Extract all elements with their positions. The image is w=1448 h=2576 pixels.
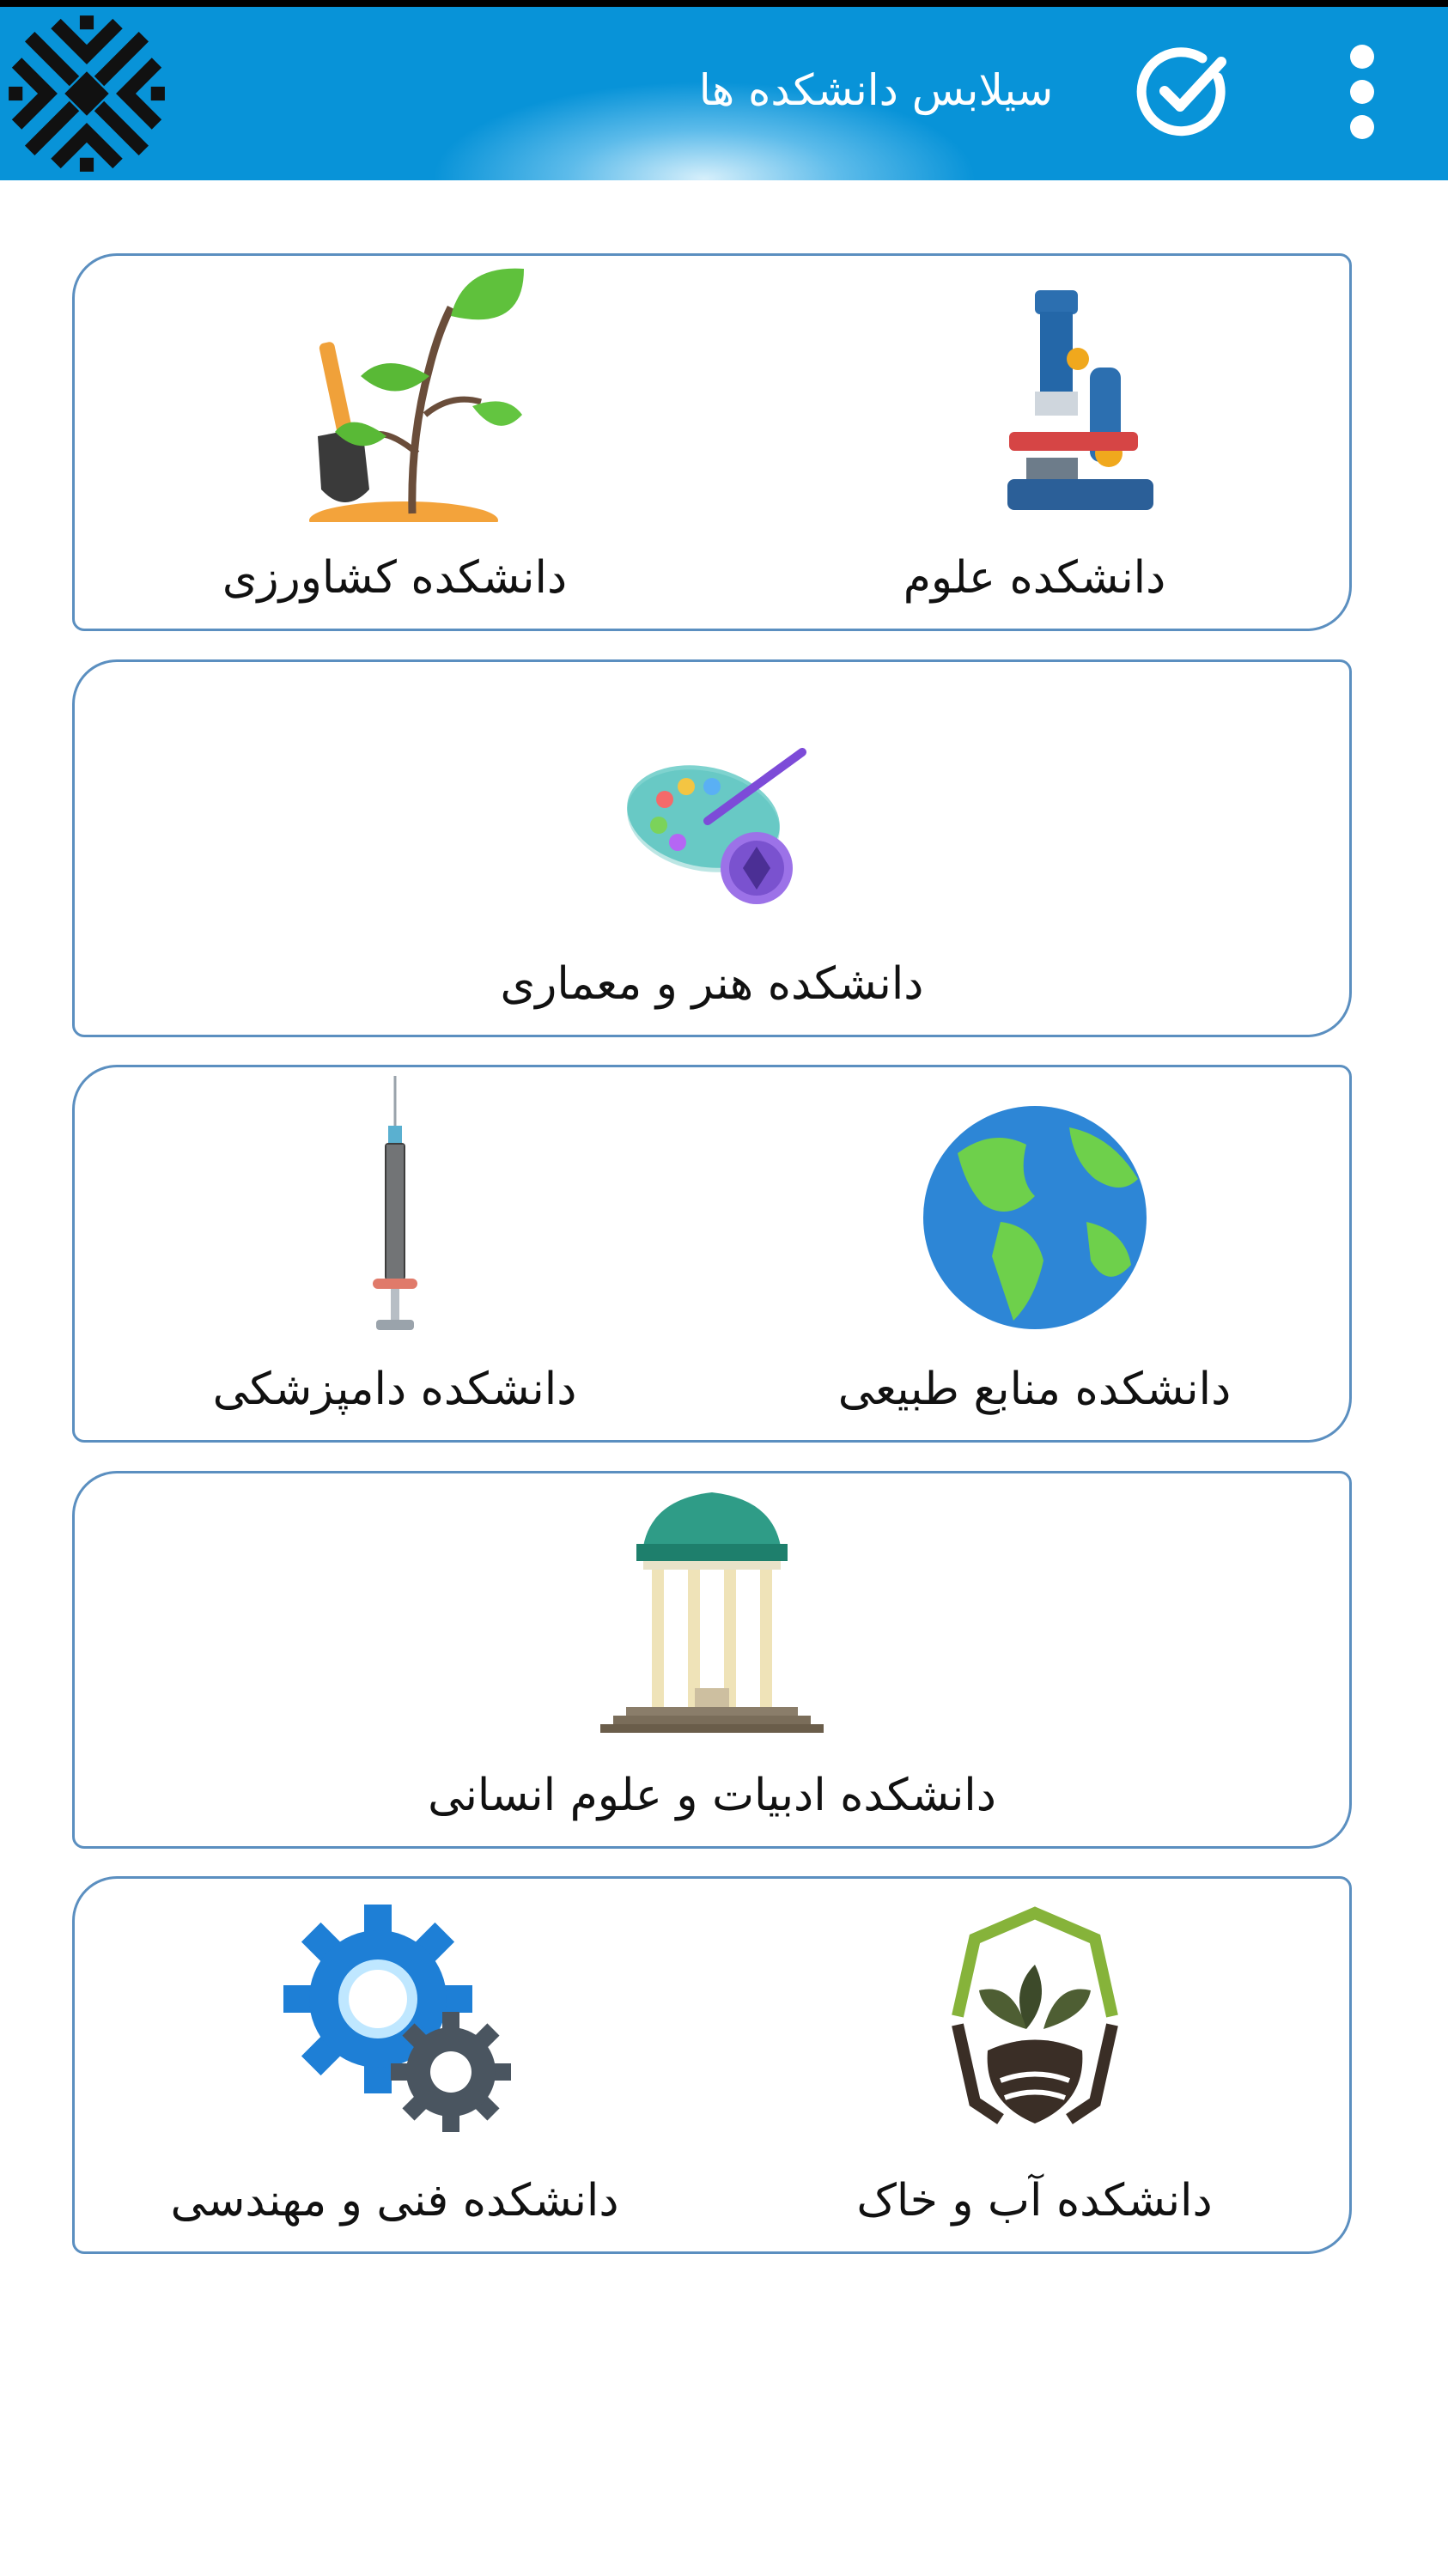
faculty-label: دانشکده دامپزشکی xyxy=(212,1364,577,1415)
page-title: سیلابس دانشکده ها xyxy=(698,65,1054,115)
hafez-tomb-icon xyxy=(583,1482,841,1740)
faculty-card-row-5 xyxy=(72,1876,1352,2254)
faculty-label: دانشکده فنی و مهندسی xyxy=(170,2175,619,2227)
faculty-label: دانشکده آب و خاک xyxy=(856,2175,1213,2227)
faculty-label: دانشکده کشاورزی xyxy=(222,552,568,604)
faculty-card-row-1 xyxy=(72,253,1352,631)
faculty-label: دانشکده علوم xyxy=(903,552,1166,604)
menu-dot xyxy=(1350,80,1374,104)
menu-dot xyxy=(1350,45,1374,69)
faculty-label: دانشکده منابع طبیعی xyxy=(837,1364,1232,1415)
faculty-label: دانشکده هنر و معماری xyxy=(500,958,924,1010)
syringe-icon xyxy=(266,1076,524,1334)
paint-palette-icon xyxy=(583,671,841,928)
faculty-tile-natural-resources[interactable] xyxy=(715,1067,1354,1440)
status-bar xyxy=(0,0,1448,7)
globe-icon xyxy=(906,1076,1164,1334)
faculty-label: دانشکده ادبیات و علوم انسانی xyxy=(428,1770,996,1821)
university-logo-icon xyxy=(0,7,173,180)
plant-shovel-icon xyxy=(266,264,524,522)
more-vertical-icon[interactable] xyxy=(1340,41,1384,143)
faculty-tile-water-soil[interactable] xyxy=(715,1879,1354,2251)
faculty-tile-agriculture[interactable] xyxy=(75,256,715,629)
faculty-tile-art-architecture[interactable] xyxy=(75,662,1349,1035)
faculty-tile-sciences[interactable] xyxy=(715,256,1354,629)
microscope-icon xyxy=(906,264,1164,522)
faculty-tile-veterinary[interactable] xyxy=(75,1067,715,1440)
gears-icon xyxy=(266,1887,524,2145)
faculty-tile-engineering[interactable] xyxy=(75,1879,715,2251)
faculty-card-row-2 xyxy=(72,659,1352,1037)
faculty-tile-literature-humanities[interactable] xyxy=(75,1473,1349,1846)
menu-dot xyxy=(1350,115,1374,139)
faculty-card-row-4 xyxy=(72,1471,1352,1849)
faculty-card-row-3 xyxy=(72,1065,1352,1443)
check-circle-icon[interactable] xyxy=(1135,43,1233,141)
water-soil-icon xyxy=(906,1887,1164,2145)
